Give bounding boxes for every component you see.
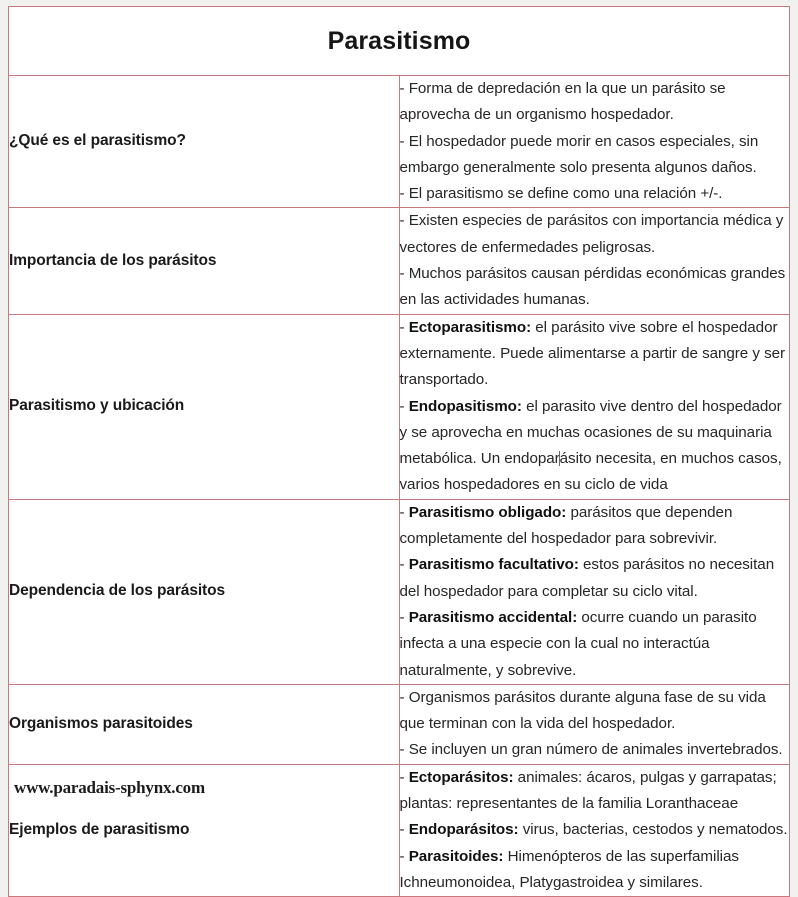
bullet-dash: -	[399, 318, 409, 336]
content-term: Parasitoides:	[408, 847, 504, 865]
row-label: Ejemplos de parasitismo	[9, 821, 190, 839]
content-text: Se incluyen un gran número de animales invertebrados.	[408, 741, 783, 759]
bullet-dash: -	[399, 212, 409, 230]
document-title-cell	[9, 7, 790, 76]
row-label: Parasitismo y ubicación	[9, 397, 185, 415]
row-label: Importancia de los parásitos	[9, 251, 217, 269]
content-text: ocurre cuando un parasito infecta a una especie con la cual no interactúa naturalmente, y sobrevive.	[399, 608, 757, 679]
table-body	[9, 7, 790, 76]
content-text: El hospedador puede morir en casos especiales, sin embargo generalmente solo presenta algunos daños.	[399, 132, 759, 176]
content-text: animales: ácaros, pulgas y garrapatas; plantas: representantes de la familia Loranthaceae	[399, 768, 777, 813]
row-content-cell	[399, 76, 790, 208]
table-row	[9, 76, 790, 208]
table-title-row	[9, 7, 790, 76]
content-line	[400, 685, 790, 738]
content-text: Himenópteros de las superfamilias Ichneumonoidea, Platygastroidea y similares.	[399, 847, 739, 891]
row-label-cell	[9, 208, 400, 314]
content-term: Ectoparasitismo:	[408, 318, 532, 336]
row-label: Organismos parasitoides	[9, 714, 193, 732]
page-title: Parasitismo	[327, 27, 471, 55]
content-text: Existen especies de parásitos con importancia médica y vectores de enfermedades peligrosas.	[399, 212, 784, 256]
row-content-cell	[399, 208, 790, 314]
content-line	[400, 208, 790, 261]
content-text: Muchos parásitos causan pérdidas económicas grandes en las actividades humanas.	[399, 265, 786, 309]
bullet-dash: -	[399, 847, 409, 865]
row-label: ¿Qué es el parasitismo?	[9, 132, 186, 150]
content-term: Ectoparásitos:	[408, 768, 514, 786]
content-line	[400, 129, 790, 182]
table-row	[9, 684, 790, 764]
content-text: el parásito vive sobre el hospedador externamente. Puede alimentarse a partir de sangre y ser transportado.	[399, 318, 786, 389]
content-line	[400, 76, 790, 129]
row-label-cell	[9, 499, 400, 684]
content-line	[400, 605, 790, 684]
source-watermark: www.paradais-sphynx.com	[14, 778, 205, 797]
content-line	[400, 765, 790, 818]
row-content-cell	[399, 314, 790, 499]
content-line	[400, 261, 790, 314]
content-line	[400, 552, 790, 605]
bullet-dash: -	[399, 265, 409, 283]
bullet-dash: -	[399, 397, 409, 415]
content-term: Endopasitismo:	[408, 397, 522, 415]
text-caret-artifact	[559, 451, 560, 465]
content-line	[400, 394, 790, 499]
bullet-dash: -	[399, 768, 409, 786]
content-line	[400, 181, 790, 207]
bullet-dash: -	[399, 132, 409, 150]
row-label: Dependencia de los parásitos	[9, 582, 225, 600]
content-line	[400, 737, 790, 763]
bullet-dash: -	[399, 80, 409, 97]
bullet-dash: -	[399, 185, 409, 203]
bullet-dash: -	[399, 503, 409, 521]
row-content-cell	[399, 764, 790, 896]
content-line	[400, 844, 790, 897]
row-label-cell	[9, 314, 400, 499]
row-content-cell	[399, 499, 790, 684]
content-text: parásitos que dependen completamente del hospedador para sobrevivir.	[399, 503, 733, 548]
content-term: Endoparásitos:	[408, 821, 519, 839]
bullet-dash: -	[399, 688, 409, 706]
row-content-cell	[399, 684, 790, 764]
row-label-cell	[9, 684, 400, 764]
content-text: virus, bacterias, cestodos y nematodos.	[518, 821, 788, 839]
content-text: El parasitismo se define como una relación +/-.	[408, 185, 723, 203]
content-text: el parasito vive dentro del hospedador y se aprovecha en muchas ocasiones de su maquinaria metabólica. Un endoparásito necesita, en muchos casos, varios hospedadores en su ciclo de vida	[399, 397, 782, 494]
bullet-dash: -	[399, 556, 409, 574]
content-text: Forma de depredación en la que un parásito se aprovecha de un organismo hospedador.	[399, 80, 726, 124]
bullet-dash: -	[399, 608, 409, 626]
content-term: Parasitismo facultativo:	[408, 556, 579, 574]
parasitism-info-table	[8, 6, 790, 897]
table-row	[9, 208, 790, 314]
bullet-dash: -	[399, 821, 409, 839]
table-row	[9, 499, 790, 684]
row-label-cell	[9, 76, 400, 208]
content-term: Parasitismo obligado:	[408, 503, 567, 521]
content-line	[400, 817, 790, 843]
table-rows-container	[9, 76, 790, 897]
bullet-dash: -	[399, 741, 409, 759]
content-text: Organismos parásitos durante alguna fase de su vida que terminan con la vida del hospedador.	[399, 688, 766, 733]
content-line	[400, 315, 790, 394]
table-row	[9, 314, 790, 499]
content-line	[400, 500, 790, 553]
content-term: Parasitismo accidental:	[408, 608, 578, 626]
content-text: estos parásitos no necesitan del hospedador para completar su ciclo vital.	[399, 556, 775, 600]
